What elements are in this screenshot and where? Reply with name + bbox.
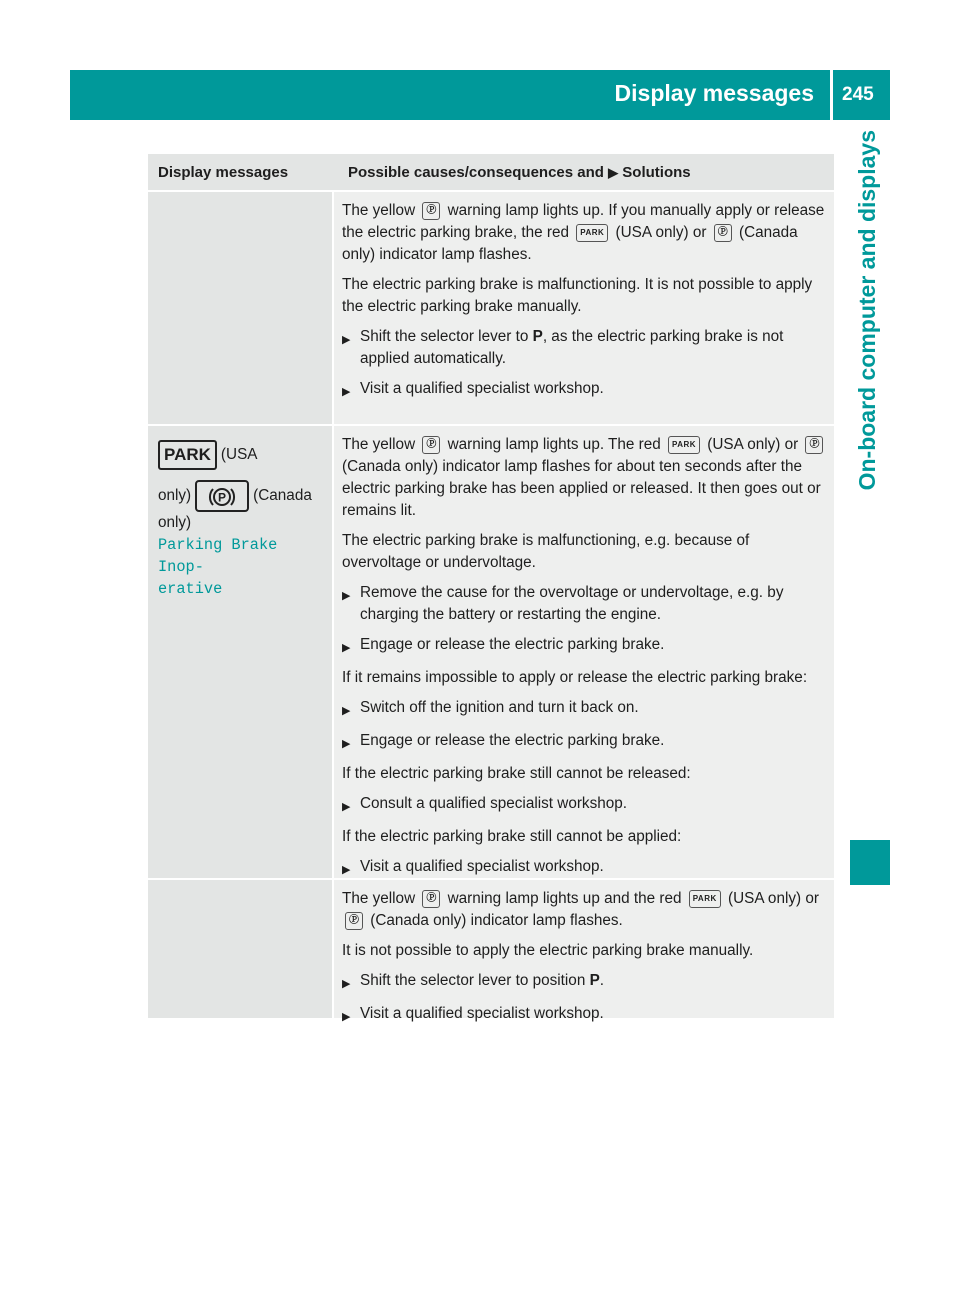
paragraph: The electric parking brake is malfunctioning, e.g. because of overvoltage or undervoltage. bbox=[342, 532, 750, 571]
arrow-icon: ▶ bbox=[342, 738, 351, 750]
display-cell bbox=[148, 426, 334, 878]
paragraph: The electric parking brake is malfunctioning. It is not possible to apply the electric parking brake manually. bbox=[342, 276, 813, 315]
col-header-display-messages: Display messages bbox=[158, 164, 289, 181]
parking-brake-indicator-icon: Ⓟ bbox=[805, 436, 823, 454]
header-bar bbox=[70, 70, 890, 120]
park-indicator-icon: PARK bbox=[668, 436, 700, 454]
display-message-text: Parking Brake Inop‑ bbox=[158, 536, 278, 576]
parking-brake-indicator-icon: Ⓟ bbox=[345, 912, 363, 930]
display-cell-empty bbox=[148, 192, 334, 424]
paragraph: The yellow Ⓟ warning lamp lights up and the red PARK (USA only) or Ⓟ (Canada only) indicator lamp flashes. bbox=[342, 890, 819, 929]
table-row bbox=[148, 880, 834, 1023]
instruction-step: ▶ Visit a qualified specialist workshop. bbox=[342, 1003, 828, 1028]
causes-cell bbox=[334, 880, 834, 1023]
table-row bbox=[148, 426, 834, 880]
parking-brake-warning-icon: Ⓟ bbox=[422, 202, 440, 220]
table-header bbox=[148, 154, 834, 192]
parking-brake-warning-icon: Ⓟ bbox=[422, 890, 440, 908]
paragraph: If the electric parking brake still cannot be released: bbox=[342, 765, 691, 782]
arrow-icon: ▶ bbox=[342, 864, 351, 876]
display-usa-text: (USA bbox=[220, 446, 258, 464]
table-row bbox=[148, 192, 834, 426]
side-tab-marker bbox=[850, 840, 890, 885]
instruction-step: ▶ Shift the selector lever to position P. bbox=[342, 970, 828, 995]
display-message-text-2: erative bbox=[158, 580, 223, 598]
arrow-icon: ▶ bbox=[608, 165, 619, 180]
side-tab-label: On-board computer and displays bbox=[854, 130, 880, 491]
arrow-icon: ▶ bbox=[342, 705, 351, 717]
causes-cell bbox=[334, 192, 834, 424]
instruction-step: ▶ Engage or release the electric parking brake. bbox=[342, 730, 828, 755]
header-divider bbox=[830, 70, 833, 120]
parking-brake-display-icon bbox=[195, 480, 249, 512]
instruction-step: ▶ Shift the selector lever to P, as the electric parking brake is not applied automatically. bbox=[342, 326, 828, 370]
paragraph: It is not possible to apply the electric parking brake manually. bbox=[342, 942, 754, 959]
paragraph: If it remains impossible to apply or release the electric parking brake: bbox=[342, 669, 808, 686]
instruction-step: ▶ Remove the cause for the overvoltage or undervoltage, e.g. by charging the battery or restarting the engine. bbox=[342, 582, 828, 626]
instruction-step: ▶ Visit a qualified specialist workshop. bbox=[342, 378, 828, 403]
arrow-icon: ▶ bbox=[342, 978, 351, 990]
arrow-icon: ▶ bbox=[342, 386, 351, 398]
park-indicator-icon: PARK bbox=[576, 224, 608, 242]
parking-brake-indicator-icon: Ⓟ bbox=[714, 224, 732, 242]
svg-text:P: P bbox=[218, 490, 227, 505]
instruction-step: ▶ Switch off the ignition and turn it back on. bbox=[342, 697, 828, 722]
arrow-icon: ▶ bbox=[342, 642, 351, 654]
instruction-step: ▶ Visit a qualified specialist workshop. bbox=[342, 856, 828, 881]
side-tab bbox=[844, 130, 890, 830]
col-header-solutions-text: Solutions bbox=[622, 164, 691, 181]
park-indicator-icon: PARK bbox=[689, 890, 721, 908]
parking-brake-warning-icon: Ⓟ bbox=[422, 436, 440, 454]
col-header-causes bbox=[334, 154, 834, 190]
arrow-icon: ▶ bbox=[342, 590, 351, 602]
arrow-icon: ▶ bbox=[342, 1011, 351, 1023]
display-cell-empty bbox=[148, 880, 334, 1018]
park-display-icon: PARK bbox=[158, 440, 217, 470]
arrow-icon: ▶ bbox=[342, 334, 351, 346]
page-title: Display messages bbox=[614, 80, 814, 106]
display-only-text: only) bbox=[158, 487, 192, 505]
paragraph: The yellow Ⓟ warning lamp lights up. The red PARK (USA only) or Ⓟ (Canada only) indicator lamp flashes for about ten seconds after the electric parking brake has been applied or released. It then goes out or remains lit. bbox=[342, 434, 828, 522]
instruction-step: ▶ Consult a qualified specialist workshop. bbox=[342, 793, 828, 818]
arrow-icon: ▶ bbox=[342, 801, 351, 813]
paragraph: The yellow Ⓟ warning lamp lights up. If you manually apply or release the electric parking brake, the red PARK (USA only) or Ⓟ (Canada only) indicator lamp flashes. bbox=[342, 202, 825, 263]
display-canada-text: (Canada bbox=[253, 487, 312, 505]
page-number: 245 bbox=[842, 84, 874, 105]
display-messages-table bbox=[148, 154, 834, 1023]
col-header-causes-text: Possible causes/consequences and bbox=[348, 164, 604, 181]
instruction-step: ▶ Engage or release the electric parking brake. bbox=[342, 634, 828, 659]
display-only-text-2: only) bbox=[158, 514, 192, 531]
causes-cell bbox=[334, 426, 834, 878]
paragraph: If the electric parking brake still cannot be applied: bbox=[342, 828, 682, 845]
